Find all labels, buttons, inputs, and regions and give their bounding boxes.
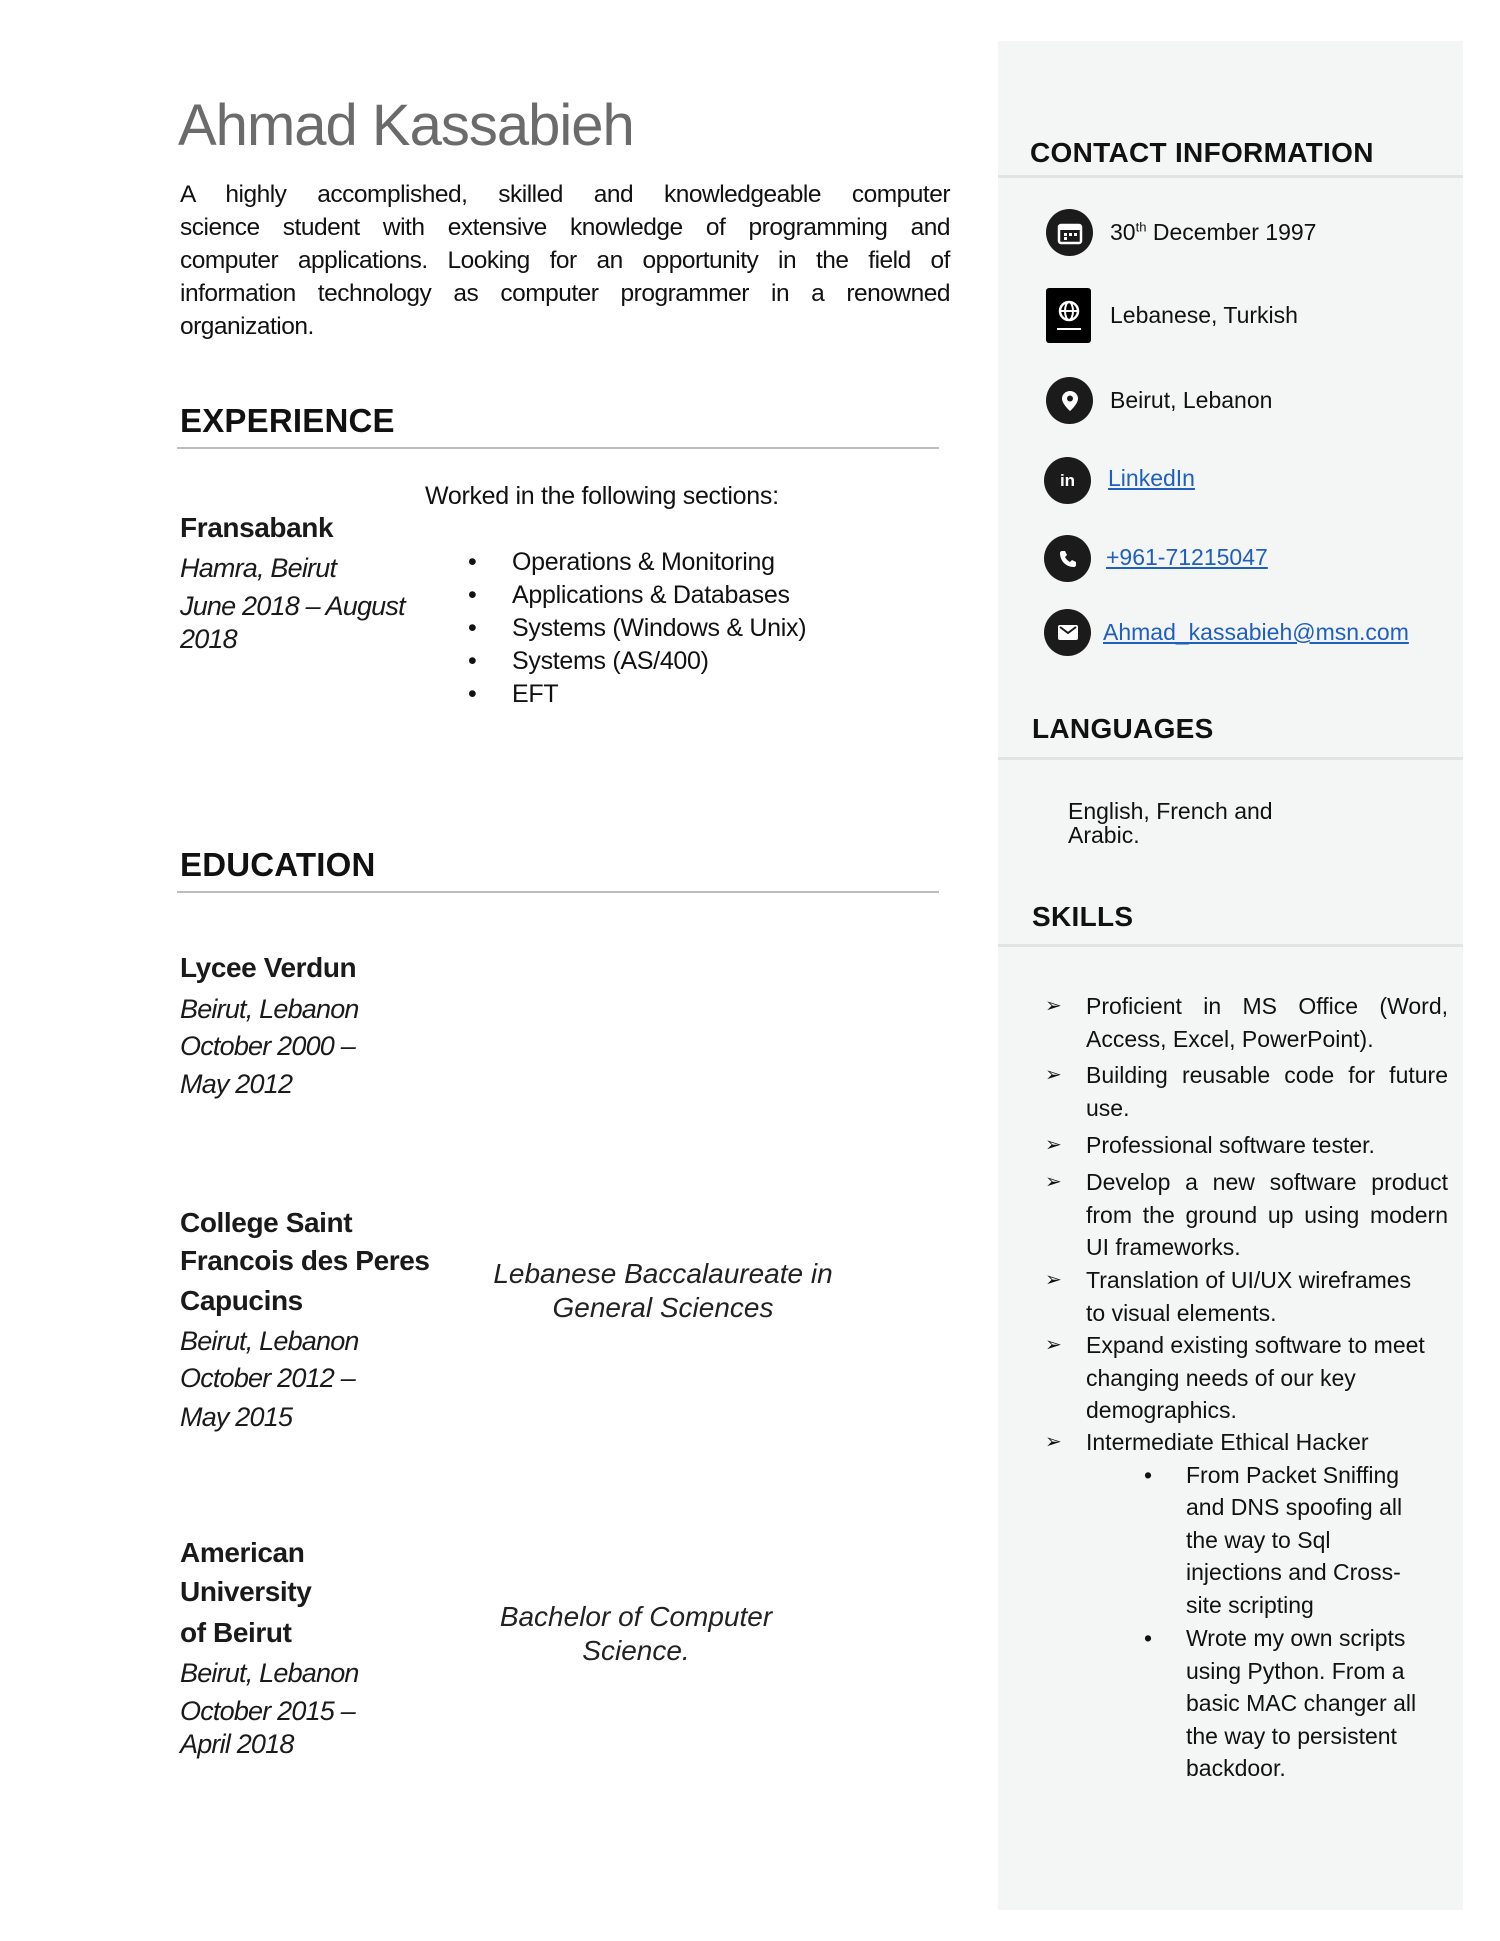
summary-line: science student with extensive knowledge of programming and <box>180 214 950 241</box>
birth-date <box>1110 219 1316 246</box>
school-name: of Beirut <box>180 1617 292 1648</box>
candidate-name: Ahmad Kassabieh <box>178 93 634 158</box>
arrow-bullet-icon: ➢ <box>1045 995 1062 1017</box>
school-name: University <box>180 1576 312 1607</box>
skill-text: Building reusable code for future <box>1086 1062 1448 1088</box>
skill-text: to visual elements. <box>1086 1299 1277 1326</box>
bullet-icon: • <box>468 647 477 675</box>
skill-text: changing needs of our key <box>1086 1364 1356 1391</box>
summary-line: A highly accomplished, skilled and knowledgeable computer <box>180 181 950 208</box>
bullet-icon: • <box>468 680 477 708</box>
bullet-icon: • <box>468 614 477 642</box>
school-dates: October 2000 – <box>180 1031 355 1061</box>
skill-text: from the ground up using modern <box>1086 1201 1448 1228</box>
bullet-icon: • <box>1144 1625 1153 1651</box>
sections-intro: Worked in the following sections: <box>425 482 779 510</box>
calendar-icon <box>1046 209 1093 256</box>
school-dates: May 2015 <box>180 1402 293 1432</box>
summary-line: organization. <box>180 313 314 340</box>
location-pin-icon <box>1046 377 1093 424</box>
school-name: American <box>180 1537 305 1568</box>
experience-heading: EXPERIENCE <box>180 402 395 439</box>
degree-line: General Sciences <box>552 1292 774 1323</box>
skill-subitem-text: backdoor. <box>1186 1755 1286 1781</box>
section-item: Operations & Monitoring <box>512 548 775 576</box>
arrow-bullet-icon: ➢ <box>1045 1334 1062 1356</box>
languages-divider <box>998 757 1463 760</box>
experience-divider <box>177 447 939 449</box>
languages-heading: LANGUAGES <box>1032 713 1214 744</box>
employer-name: Fransabank <box>180 512 334 543</box>
bullet-icon: • <box>468 581 477 609</box>
school-dates: May 2012 <box>180 1069 293 1099</box>
birth-day: 30 <box>1110 219 1136 245</box>
bullet-icon: • <box>468 548 477 576</box>
skill-text: Intermediate Ethical Hacker <box>1086 1429 1369 1455</box>
section-item: Systems (AS/400) <box>512 647 709 675</box>
school-name: Lycee Verdun <box>180 952 357 983</box>
education-heading: EDUCATION <box>180 846 376 883</box>
skill-text: Expand existing software to meet <box>1086 1332 1425 1358</box>
email-link[interactable]: Ahmad_kassabieh@msn.com <box>1103 619 1409 645</box>
summary-line: computer applications. Looking for an opportunity in the field of <box>180 247 950 274</box>
arrow-bullet-icon: ➢ <box>1045 1171 1062 1193</box>
school-location: Beirut, Lebanon <box>180 1658 359 1688</box>
arrow-bullet-icon: ➢ <box>1045 1134 1062 1156</box>
skill-subitem-text: injections and Cross- <box>1186 1559 1401 1585</box>
skill-subitem-text: From Packet Sniffing <box>1186 1461 1400 1488</box>
nationality: Lebanese, Turkish <box>1110 302 1298 328</box>
skills-heading: SKILLS <box>1032 901 1134 932</box>
skills-divider <box>998 944 1463 947</box>
skill-text: Translation of UI/UX wireframes <box>1086 1267 1412 1293</box>
education-divider <box>177 891 939 893</box>
skill-text: Professional software tester. <box>1086 1132 1375 1158</box>
skill-subitem-text: and DNS spoofing all <box>1186 1494 1403 1520</box>
degree-line: Bachelor of Computer <box>499 1601 773 1632</box>
school-dates: October 2012 – <box>180 1363 355 1393</box>
degree <box>386 1600 886 1668</box>
email-icon <box>1044 609 1091 656</box>
arrow-bullet-icon: ➢ <box>1045 1269 1062 1291</box>
school-location: Beirut, Lebanon <box>180 1326 359 1356</box>
skill-text: demographics. <box>1086 1397 1237 1423</box>
school-dates: April 2018 <box>180 1729 294 1759</box>
section-item: EFT <box>512 680 559 708</box>
phone-link[interactable]: +961-71215047 <box>1106 544 1268 570</box>
section-item: Applications & Databases <box>512 581 790 609</box>
school-name: Francois des Peres <box>180 1245 430 1276</box>
linkedin-link[interactable]: LinkedIn <box>1108 465 1195 491</box>
skill-subitem-text: using Python. From a <box>1186 1657 1405 1684</box>
location: Beirut, Lebanon <box>1110 387 1273 413</box>
contact-divider <box>998 175 1463 178</box>
skill-text: Access, Excel, PowerPoint). <box>1086 1025 1374 1052</box>
summary-line: information technology as computer programmer in a renowned <box>180 280 950 307</box>
skill-text: use. <box>1086 1094 1130 1121</box>
skill-subitem-text: site scripting <box>1186 1591 1314 1618</box>
school-name: Capucins <box>180 1285 303 1316</box>
employment-dates: 2018 <box>180 624 237 654</box>
section-item: Systems (Windows & Unix) <box>512 614 807 642</box>
employment-dates: June 2018 – August <box>180 591 405 621</box>
passport-icon <box>1046 288 1091 343</box>
languages-line: Arabic. <box>1068 822 1140 848</box>
degree-line: Lebanese Baccalaureate in <box>493 1258 833 1289</box>
birth-day-suffix: th <box>1135 219 1147 235</box>
skill-text: UI frameworks. <box>1086 1234 1241 1260</box>
school-dates: October 2015 – <box>180 1696 355 1726</box>
school-name: College Saint <box>180 1207 353 1238</box>
skill-text: Proficient in MS Office (Word, <box>1086 993 1448 1019</box>
school-location: Beirut, Lebanon <box>180 994 359 1024</box>
employer-location: Hamra, Beirut <box>180 553 337 583</box>
skill-subitem-text: basic MAC changer all <box>1186 1690 1417 1716</box>
skill-subitem-text: Wrote my own scripts <box>1186 1625 1406 1651</box>
degree-line: Science. <box>582 1635 690 1666</box>
skill-subitem-text: the way to persistent <box>1186 1722 1397 1749</box>
summary <box>180 178 950 343</box>
arrow-bullet-icon: ➢ <box>1045 1431 1062 1453</box>
degree <box>413 1257 913 1325</box>
skill-text: Develop a new software product <box>1086 1169 1448 1195</box>
birth-month-year: December 1997 <box>1146 219 1317 245</box>
skill-subitem-text: the way to Sql <box>1186 1526 1331 1553</box>
contact-heading: CONTACT INFORMATION <box>1030 137 1374 168</box>
languages-line: English, French and <box>1068 798 1273 824</box>
arrow-bullet-icon: ➢ <box>1045 1064 1062 1086</box>
bullet-icon: • <box>1144 1461 1153 1488</box>
linkedin-icon: in <box>1044 457 1091 504</box>
phone-icon <box>1044 535 1091 582</box>
